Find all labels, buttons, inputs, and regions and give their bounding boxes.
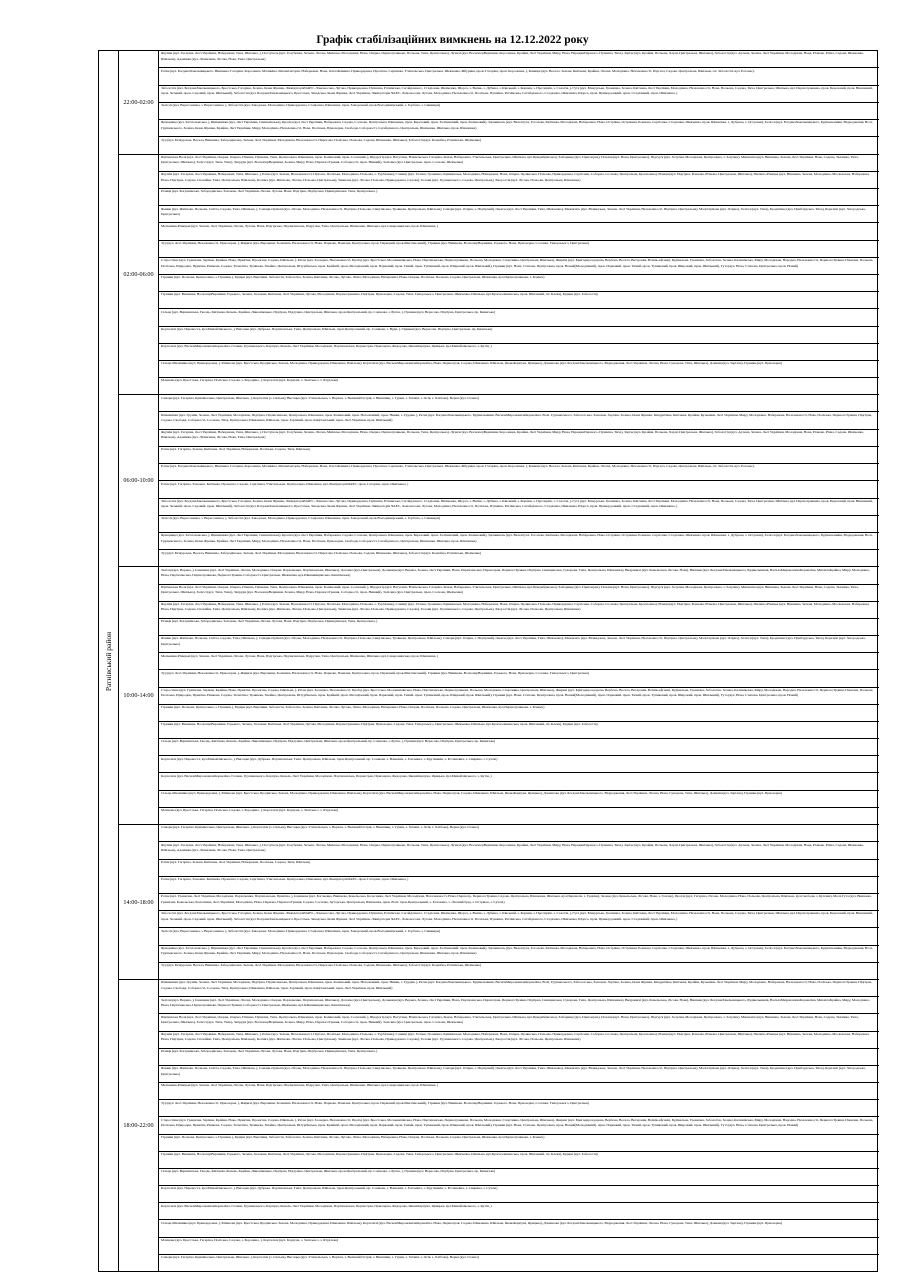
table-row: Старостине (вул. Гранична, Зарівна, Крайня, Нова, Приятна, Проектна, Садова, Шкільна, ), Ратне (вул. Заозерна, Незалежності, Проїзд (вул. Брестська, Молоквичівська, Нова, Партизанська, Першотравнева, Польова, Молодіжна, Спортивна, Центральна, Шкільна), Жиричі (вул. Бригадирсадорова, Вербова, Весела, Ветеранів, Воїнів-афганці, Будівельна, Гранична, Заболотна, Зелена, Калинівська, Миру, Молодіжна, Народна, Незалежності, ПершогоТравня, Панечна, Польова, Поліська, Природна, Приятна, Ринкова, Садова, Телегліна, Травнева, Хвойна, Центральна, Штурбівська, пров. Крайній, пров. Молодіжний, пров. Парковий, пров. Тихий, пров. Тупиковий, пров. Широкий, пров. Шкільний), Гірники (вул. Нова, Степова, Центральна, пров. Новий(Молодіжний), пров. Парковий, пров. Тихий, пров. Тупиковий, пров. Широкий, пров. Шкільний), Гута (вул. Нова, Степова, Центральна, пров. Новий): [159, 258, 879, 275]
table-row: Залісся (вул. Вересоненка, з. Вересоненка, ), Заболоття (вул. Заводська, Молодіжна, Прикордонна, Стадіонна, Шевченка, пров. Заводський, пров.Володимирський, з. Горбаха, з. Синявари): [159, 928, 879, 945]
time-column: [119, 51, 159, 1271]
table-row: Тур (вул. Лесі Українки, Незалежності, Приозерна, ), Жиричі (вул. Верченки, Зеленинa, Незалежності, Нова, Паркова, Панечна, Центральна, пров. Парковий, пров.Мистинський), Гірники (вул. Вишнева, ВоскоперВершини, Горького, Нова, Приозерна, Сосенка, Тихорського, Центральна): [159, 1100, 879, 1117]
table-row: Залісся (вул. Вересоненка, з. Вересоненка, ), Заболоття (вул. Заводська, Молодіжна, Прикордонна, Стадіонна, Шевченка, пров. Заводський, пров.Володимирський, з. Горбаха, з. Синявари): [159, 516, 879, 533]
table-row: Самари (вул. Гагаріна, Кримінальна, Центральна, Шкільна, ), Кортеліси (з. Сильна), Висоцьк (вул. Учительська, з. Верхна, з. Великий Острів, з. Вишнівщ, з. Гурин, з. Затиші, з. Осія, з. Хлібова), Верна (вул. Галана): [159, 395, 879, 412]
table-row: Якушів (вул. Гагаріна, Лесі Українки, Набережна, Тиха, Шкільна, ), Ратне (вул. Зелена, Незалежності, Підгала, Поліська, Молодіжна, Польова, з. Турбісник), Сошиці (вул. Галана, Гранична, Крінцівська, Молодіжна, Набережна, Нова, Озірна, Орлянська, Польова, Прикордонна, Сергієнка, Соборна, Соснова, Центральна, Красножна), Річиця (вул. Підгірна, Ровнова, Річкова, Центральна, Шкільна), Пилипо-Річицьк (вул. Вишнева, Зелена, Молодіжна, Московська, Набережна, Нова, Підгірна, Садова, Спокійна, Тиха, Центральна, Шкільна), Коснич (вул. Житнова, Лісова, Польова, Центральна), Замшане (вул. Лісова, Польова, Прикордонна, Садова), Голови (вул. Грушевського, Садова, Центральна), Хворостів (вул. Лісова, Польова, Центральна, Шевченка): [159, 1032, 879, 1049]
table-row: Якушів (вул. Гагаріна, Лесі Українки, Набережна, Тиха, Шкільна, ), Поступель (вул. Голубенка, Зелена, Лісова, Миінськ, Молодіжна, Нова, Озерна, Першотравнева, Польова, Тиха, Центральна), Лучичі (вул. ВоскоперВершини, Короленка, Крайня, Лесі Українки, Миру, Нова, НарединПершого, Пушкіна, Тиха), Заріче (вул. Крайня, Польова, Харці, Центральна, Шкільна), Заболоття (вул. Артема, Зелена, Лесі Українки, Молодіжна, Нова, Річкова, Річна, Садова, Шевченка, Шкільна), Адамівка (вул. Лісничина, Лісова, Нова, Тиха, Центральна): [159, 842, 879, 859]
time-slot-block: [159, 825, 879, 980]
table-row: Річиця (вул. Богданівська, Заборадівська, Заложна, Лесі Українки, Лісова, Лугова, Нова, Підгірна, Підгірська, Привідзівська, Тиха, Центральна, ): [159, 1049, 879, 1066]
region-label: Ратнівський район: [104, 631, 113, 691]
table-row: Мельники-Річицькі (вул. Зелена, Лесі Українки, Лісова, Лугова, Нова, Підгірська, Підлисинська, Підручна, Тиха, Центральна, Шевченка, Шкільна, вул.Северовинська, пров. Шевченка, ): [159, 223, 879, 240]
table-row: Заболоття (вул. БогданаХмельницького, Брестська, Гагаріна, Зелена, Івана Франка, ЛіквідаторівЧАЕС, Ломоносова, Луговa, Прикордонна, Пушкіна, Ратнівська, Сагайдачного, Стадіонна, Шевченка, Щорса, з. Велик, з. Дубина, з. Ківський, з. Корвин, з. Протирхів, з. Салогія, ), Гута (вул. Бічкурська, Гранична, Зелена, Квітнева, Лесі Українки, Молодіжна, Незалежності, Нова, Польова, Садова, Тиха, Центральна, Шкільна, вул.Першотравнева, пров. Березовий, пров. Вишневий, пров. Зелений, пров. Садовий, пров. Шкільний), Заболоття (вул. БогданаХмельницького, Брестська, Заводська, Івана Франка, Лесі Українки, Ліквідаторів ЧАЕС, Ломоносова, Лугова, Молодіжна, Незалежності, Поліська, Пушкіна, Ратнівська, Сагайдачного, Стадіонна, Шевченка, Щорса, пров. Прикордонний, пров. Стадіонний, пров. Шевченка, ): [159, 86, 879, 103]
table-row: Якушів (вул. Гагаріна, Лесі Українки, Набережна, Тиха, Шкільна, ), Ратне (вул. Зелена, Незалежності, Підгала, Поліська, Молодіжна, Польова, з. Турбісник), Сошиці (вул. Галана, Гранична, Крінцівська, Молодіжна, Набережна, Нова, Озірна, Орлянська, Польова, Прикордонна, Сергієнка, Соборна, Соснова, Центральна, Красножна), Річиця (вул. Підгірна, Ровнова, Річкова, Центральна, Шкільна), Пилипо-Річицьк (вул. Вишнева, Зелена, Молодіжна, Московська, Набережна, Нова, Підгірна, Садова, Спокійна, Тиха, Центральна, Шкільна), Коснич (вул. Житнова, Лісова, Польова, Центральна), Замшане (вул. Лісова, Польова, Прикордонна, Садова), Голови (вул. Грушевського, Садова, Центральна), Хворостів (вул. Лісова, Польова, Центральна, Шевченка): [159, 602, 879, 619]
table-row: Сільце-Мизинівка (вул. Прикордонна, ), Млинове (вул. Брестська, Бродівська, Зелена, Молодіжна, Прикордоння, Шевченка, Шкільна), Кортеліси (вул. ВасилаМироновичаКорнеліна, Нова, Першотрав, Садова, Шевченка, Шкільна, ЯковаКарпука, Ярицька), Домашове (вул. БогданаХмельницького, Відродження, Лесі Українки, Лісова, Нова, Суворова, Тиха, Шкільна), Довжин (вул. Зарічна), Гірники (вул. Приозерна): [159, 361, 879, 378]
table-row: Шиманівка (вул. Грушів, Зелена, Лесі Українки, Молодіжна, Підгірна, Підлисинська, Центральна, Шевченка, пров. Калиновий, пров. Незалежний, пров. Нивки, з. Грудин, ), Ратне (вул. БогданаХмельницького, Будівельників, ВасилаМироновичаКорнеліна, Волі, Грушевського, Заболотська, Заложна, Зарічна, Зелена, Івана Франка, Кіндратівка, Квітнева, Крайня, Кузьмина, Лесі Українки, Миру, Молодіжна, Набережна, Незалежності, Нова, Поліська, ПершогоТравня, Підгірна, Садова, Свободи, Соборності, Соснова, Тиха, Центральна, Шевченка, Шкільна, пров. Зарічний, пров. Кицітанський, пров. Лесі Українки, пров. Шкільний): [159, 980, 879, 997]
table-row: Ямник (вул. Житнова, Польова, Світла, Садова, Тиха, Шкільна, ), Самари-Оріхові (вул. Лісова, Молодіжна, Незалежності, Підгірна, Польова, Свидзівська, Травнева, Центральна, Шкільна), Самари (вул. Озірна, з. Підгірний), Оконче (вул. Лесі Українки, Тиха, Шевченка), Межисить (вул. Вілкидзька, Зелена, Лесі Українки, Незалежності, Підгірна, Центральна), МалоОріхове (вул. Озірна), Залісся (вул. Тиха), Бродятине (вул. Приблудська, Тиха), Березичі (вул. Загородська, Центральна): [159, 636, 879, 653]
table-row: Ратне (вул. Гагаріна, Зелена, Квітнева, Лесі Українки, Набережна, Поліська, Садова, Тиха, Шкільна): [159, 447, 879, 464]
time-slot-block: [159, 980, 879, 1271]
table-row: Млинове (вул. Брестська, Гагаріна, Поліська, Садова, з. Бородино, ), Кортеліси (вул. Кархуна, з. Заліська з. з. Ятудлева): [161, 808, 339, 813]
table-row: Сільце-Мизинівка (вул. Прикордонна, ), Млинове (вул. Брестська, Бродівська, Зелена, Молодіжна, Прикордоння, Шевченка, Шкільна), Кортеліси (вул. ВасилаМироновичаКорнеліна, Нова, Першотрав, Садова, Шевченка, Шкільна, ЯковаКарпука, Ярицька), Домашове (вул. БогданаХмельницького, Відродження, Лесі Українки, Лісова, Нова, Суворова, Тиха, Шкільна), Довжин (вул. Зарічна), Гірники (вул. Приозерна): [159, 791, 879, 808]
table-row: Кортеліси (вул. ВасилаМироновичаКорнеліна, Галинa, Грушевського, Карпука, Коваль, Лесі Українки, Молодіжна, Партизанська, Першотрав, Приозерна, Федорова, ЯковаКарпука, Ярицька, вул.Михайлівського, з. Кутін, ): [159, 1203, 879, 1220]
table-row: Кортеліси (вул. ВасилаМироновичаКорнеліна, Галинa, Грушевського, Карпука, Коваль, Лесі Українки, Молодіжна, Партизанська, Першотрав, Приозерна, Федорова, ЯковаКарпука, Ярицька, вул.Михайлівського, з. Кутін, ): [159, 344, 879, 361]
table-row: Ярмарище (вул. Загатоновська, ), Щиманівка (вул. Лесі Українки, Свиналівська), Красна (вул. Лесі Українки, Набережна, Садова, Соснова, Центральна, Шевченка, пров. Березовий, пров. Залізничний, пров. Калиновий), Здомишель (вул. Валентуха, Гоголева, Квітнева, Молодіжна, Набережна, Нова, Острівна, Остріваня, Ровнова, Сергієнка, Стадіонна, Шевченка, пров. Шевченка, з. Дуброва, з. Островні), Залісся (вул. БогданаХмельницького, Будівельників, Відродження, Волі, Грушевського, Зелена, Івана Франка, Крайня, Лесі Українки, Миру, Молодіжна, Незалежності, Нова, Поліська, Приозерна, Свободи, Соборності, Сагайдачного, Центральна, Шевченка, Шкільна, пров. Шевченка): [159, 533, 879, 550]
table-row: Сільце-Мизинівка (вул. Прикордонна, ), Млинове (вул. Брестська, Бродівська, Зелена, Молодіжна, Прикордоння, Шевченка, Шкільна), Кортеліси (вул. ВасилаМироновичаКорнеліна, Нова, Першотрав, Садова, Шевченка, Шкільна, ЯковаКарпука, Ярицька), Домашове (вул. БогданаХмельницького, Відродження, Лесі Українки, Лісова, Нова, Суворова, Тиха, Шкільна), Довжин (вул. Зарічна), Гірники (вул. Приозерна): [159, 1220, 879, 1237]
table-row: Ратне (вул. БогданаХмельницького, Вишнева, Гагаріна, Короленка, Малиніна, Механізаторів, Набережна, Нова, ОлегаКашина, Прикордонна, Пролісна, Серпнева, Учительська, Центральна, Шевченка, Жбурина, пров. Гагаріна, пров. Короленка, ), Конище (вул. Весела, Зелена, Квітнева, Крайня, Лісова, Молодіжна, Незалежності, Підгала, Садова, Центральна, Шкільна, пл. Заболоття, вул. Ротоває).: [159, 68, 879, 85]
table-row: Заболоття (вул. БогданаХмельницького, Брестська, Гагаріна, Зелена, Івана Франка, ЛіквідаторівЧАЕС, Ломоносова, Луговa, Прикордонна, Пушкіна, Ратнівська, Сагайдачного, Стадіонна, Шевченка, Щорса, з. Велик, з. Дубина, з. Ківський, з. Корвин, з. Протирхів, з. Салогія, ), Гута (вул. Бічкурська, Гранична, Зелена, Квітнева, Лесі Українки, Молодіжна, Незалежності, Нова, Польова, Садова, Тиха, Центральна, Шкільна, вул.Першотравнева, пров. Березовий, пров. Вишневий, пров. Зелений, пров. Садовий, пров. Шкільний), Заболоття (вул. БогданаХмельницького, Брестська, Заводська, Івана Франка, Лесі Українки, Ліквідаторів ЧАЕС, Ломоносова, Лугова, Молодіжна, Незалежності, Поліська, Пушкіна, Ратнівська, Сагайдачного, Стадіонна, Шевченка, Щорса, пров. Прикордонний, пров. Стадіонний, пров. Шевченка, ): [159, 499, 879, 516]
table-row: Кортеліси (вул. Перевоста, вул.Михайлівського, ), Висоцьк (вул. Дубрька, Партизанська, Тиха, Центральна, Шкільна, пров.Центральний, пр. Сошкова, з. Вуди, ), Гірники (вул. Вересова, Підгірна, Центральна, пр. Киянська): [159, 327, 879, 344]
table-row: Щитинська Воля (вул. Лесі Українки, Озерна, Озерна, Пішана, Пушкіна, Тиха, Центральна, Шевченка, пров. Калиновий, пров. Сосновий, ), Щедрогір (вул. Вагутина, Вчительська, Гагаріна, Ковча, Набережна, Учительська, Центральна, Шкільна, вул.Придибрівська), Хабарище (вул. Приозерна), Почапи (вул. Нова, Центральна), Підгур'я (вул. Зозулин, Молодіжна, Центральна, з. Зозулин), Мишеліна (вул. Вишнева, Зелена, Лесі Українки, Нова, Садова, Ткачівка, Тиха, Центральна, Шкільна), Заліссі (вул. Тиха, Тиха), Запруди (вул. ВоскоперВершини, Зелена, Миру, Нова, ПершогоТравня, Соборності, пров. Нивний), Залісяна (вул. Центральна, пров. Соснова, Шевченка): [159, 1014, 879, 1031]
table-row: Млинове (вул. Брестська, Гагаріна, Поліська, Садова, з. Бородино, ), Кортеліси (вул. Кархуна, з. Заліська з. з. Ятудлева): [159, 1238, 879, 1255]
table-row: Заболоття (вул. БогданаХмельницького, Брестська, Гагаріна, Зелена, Івана Франка, ЛіквідаторівЧАЕС, Ломоносова, Луговa, Прикордонна, Пушкіна, Ратнівська, Сагайдачного, Стадіонна, Шевченка, Щорса, з. Велик, з. Дубина, з. Ківський, з. Корвин, з. Протирхів, з. Салогія, ), Гута (вул. Бічкурська, Гранична, Зелена, Квітнева, Лесі Українки, Молодіжна, Незалежності, Нова, Польова, Садова, Тиха, Центральна, Шкільна, вул.Першотравнева, пров. Березовий, пров. Вишневий, пров. Зелений, пров. Садовий, пров. Шкільний), Заболоття (вул. БогданаХмельницького, Брестська, Заводська, Івана Франка, Лесі Українки, Ліквідаторів ЧАЕС, Ломоносова, Лугова, Молодіжна, Незалежності, Поліська, Пушкіна, Ратнівська, Сагайдачного, Стадіонна, Шевченка, Щорса, пров. Прикордонний, пров. Стадіонний, пров. Шевченка, ): [159, 911, 879, 928]
table-row: Тур (вул. Лесі Українки, Незалежності, Приозерна, ), Жиричі (вул. Верченки, Зеленинa, Незалежності, Нова, Паркова, Панечна, Центральна, пров. Парковий, пров.Мистинський), Гірники (вул. Вишнева, ВоскоперВершини, Горького, Нова, Приозерна, Сосенка, Тихорського, Центральна): [159, 241, 879, 258]
table-row: Тур (вул. Лесі Українки, Незалежності, Приозерна, ), Жиричі (вул. Верченки, Зеленинa, Незалежності, Нова, Паркова, Панечна, Центральна, пров. Парковий, пров.Мистинський), Гірники (вул. Вишнева, ВоскоперВершини, Горького, Нова, Приозерна, Сосенка, Тихорського, Центральна): [159, 670, 879, 687]
table-row: Річиця (вул. Богданівська, Заборадівська, Заложна, Лесі Українки, Лісова, Лугова, Нова, Підгірна, Підгірська, Привідзівська, Тиха, Центральна, ): [159, 189, 879, 206]
table-row: Ямник (вул. Житнова, Польова, Світла, Садова, Тиха, Шкільна, ), Самари-Оріхові (вул. Лісова, Молодіжна, Незалежності, Підгірна, Польова, Свидзівська, Травнева, Центральна, Шкільна), Самари (вул. Озірна, з. Підгірний), Оконче (вул. Лесі Українки, Тиха, Шевченка), Межисить (вул. Вілкидзька, Зелена, Лесі Українки, Незалежності, Підгірна, Центральна), МалоОріхове (вул. Озірна), Залісся (вул. Тиха), Бродятине (вул. Приблудська, Тиха), Березичі (вул. Загородська, Центральна): [159, 1066, 879, 1083]
table-row: Річиця (вул. Богданівська, Заборадівська, Заложна, Лесі Українки, Лісова, Лугова, Нова, Підгірна, Підгірська, Привідзівська, Тиха, Центральна, ): [159, 619, 879, 636]
table-row: Якушів (вул. Гагаріна, Лесі Українки, Набережна, Тиха, Шкільна, ), Поступель (вул. Голубенка, Зелена, Лісова, Миінськ, Молодіжна, Нова, Озерна, Першотравнева, Польова, Тиха, Центральна), Лучичі (вул. ВоскоперВершини, Короленка, Крайня, Лесі Українки, Миру, Нова, НарединПершого, Пушкіна, Тиха), Заріче (вул. Крайня, Польова, Харці, Центральна, Шкільна), Заболоття (вул. Артема, Зелена, Лесі Українки, Молодіжна, Нова, Річкова, Річна, Садова, Шевченка, Шкільна), Адамівка (вул. Лісничина, Лісова, Нова, Тиха, Центральна): [159, 430, 879, 447]
time-slot-block: [159, 51, 879, 155]
table-row: Щитинська Воля (вул. Лесі Українки, Озерна, Озерна, Пішана, Пушкіна, Тиха, Центральна, Шевченка, пров. Калиновий, пров. Сосновий, ), Щедрогір (вул. Вагутина, Вчительська, Гагаріна, Ковча, Набережна, Учительська, Центральна, Шкільна, вул.Придибрівська), Хабарище (вул. Приозерна), Почапи (вул. Нова, Центральна), Підгур'я (вул. Зозулин, Молодіжна, Центральна, з. Зозулин), Мишеліна (вул. Вишнева, Зелена, Лесі Українки, Нова, Садова, Ткачівка, Тиха, Центральна, Шкільна), Заліссі (вул. Тиха, Тиха), Запруди (вул. ВоскоперВершини, Зелена, Миру, Нова, ПершогоТравня, Соборності, пров. Нивний), Залісяна (вул. Центральна, пров. Соснова, Шевченка): [159, 585, 879, 602]
page-title: Графік стабілізаційних вимкнень на 12.12.2022 року: [316, 34, 589, 46]
table-row: Якушів (вул. Гагаріна, Лесі Українки, Набережна, Тиха, Шкільна, ), Поступель (вул. Голубенка, Зелена, Лісова, Миінськ, Молодіжна, Нова, Озерна, Першотравнева, Польова, Тиха, Центральна), Лучичі (вул. ВоскоперВершини, Короленка, Крайня, Лесі Українки, Миру, Нова, НарединПершого, Пушкіна, Тиха), Заріче (вул. Крайня, Польова, Харці, Центральна, Шкільна), Заболоття (вул. Артема, Зелена, Лесі Українки, Молодіжна, Нова, Річкова, Річна, Садова, Шевченка, Шкільна), Адамівка (вул. Лісничина, Лісова, Нова, Тиха, Центральна): [159, 51, 879, 68]
table-row: Щитинська Воля (вул. Лесі Українки, Озерна, Озерна, Пішана, Пушкіна, Тиха, Центральна, Шевченка, пров. Калиновий, пров. Сосновий, ), Щедрогір (вул. Вагутина, Вчительська, Гагаріна, Ковча, Набережна, Учительська, Центральна, Шкільна, вул.Придибрівська), Хабарище (вул. Приозерна), Почапи (вул. Нова, Центральна), Підгур'я (вул. Зозулин, Молодіжна, Центральна, з. Зозулин), Мишеліна (вул. Вишнева, Зелена, Лесі Українки, Нова, Садова, Ткачівка, Тиха, Центральна, Шкільна), Заліссі (вул. Тиха, Тиха), Запруди (вул. ВоскоперВершини, Зелена, Миру, Нова, ПершогоТравня, Соборності, пров. Нивний), Залісяна (вул. Центральна, пров. Соснова, Шевченка): [159, 155, 879, 172]
schedule-table: [98, 50, 878, 1272]
table-row: Гірники (вул. Польова, Центральна, з. Гірники, ), Брідки (вул. Верхівки, Заболоття, Заболотна, Зелена, Квітнева, Лісова, Лугова, Лісна, Молодіжна, Набережна, Нова, Озерна, Поліська, Польова, Садова, Центральна, Шевченка, вул.Першотравнева, з. Клевеч): [159, 1135, 879, 1152]
time-slot-label: 18:00-22:00: [123, 1122, 154, 1130]
table-row: Тур (вул. Бічкурська, Весела, Вишнева, Заборадівська, Зелена, Лесі Українки, Молодіжна, Незалежності, Пирогова, Поліська, Польова, Садова, Шевченка, Шкільна), Заболоття (вул. Коцюбка, Ратнівська, Шевченка): [161, 550, 482, 555]
table-row: Заліззя (вул. Верена, ), Іонишеве (вул. Лесі Українки, Лісова, Молодіжна, Озерна, Пархоменка, Партизанська, Шкільна), Договче (вул. Центральна), Дольниця (вул. Верена, Зелена, Лесі Українки, Нова, Партизанська, Першотрав, ПершогоТравня, Підгірна, Свинцевська, Суворова, Тиха, Центральна, Шевченка), Видраничі (вул. Ковельська, Лісова, Нова), Вишнев (вул. БогданаХмельницького, Будівельників, ВасилаМироновичаКорнеліна, МихаїлаКрайка, Миру, Молодіжна, Нова, Партизанська, Першотравнева, ПершогоТравня, Соборності, Центральна, Шевченка, вул.Ківшевищанська, Кашпінська): [159, 997, 879, 1014]
table-row: Мельники-Річицькі (вул. Зелена, Лесі Українки, Лісова, Лугова, Нова, Підгірська, Підлисинська, Підручна, Тиха, Центральна, Шевченка, Шкільна, вул.Северовинська, пров. Шевченка, ): [159, 1083, 879, 1100]
time-slot-label: 06:00-10:00: [119, 395, 158, 567]
time-slot-label: 14:00-18:00: [119, 825, 158, 980]
table-row: Гірники (вул. Вишнева, ВоскоперВершини, Горького, Зелена, Заложна, Квітнева, Лесі Українки, Лугова, Молодіжна, Першотравнева, Підгірна, Приозерна, Садова, Тиха, Тихорського, Центральна, Шевченка, Шкільна, вул.Краснолиманська, пров. Шкільний, пл. Клевч), Брідки (вул. Заболоття): [159, 722, 879, 739]
table-row: Гірники (вул. Вишнева, ВоскоперВершини, Горького, Зелена, Заложна, Квітнева, Лесі Українки, Лугова, Молодіжна, Першотравнева, Підгірна, Приозерна, Садова, Тиха, Тихорського, Центральна, Шевченка, Шкільна, вул.Краснолиманська, пров. Шкільний, пл. Клевч), Брідки (вул. Заболоття): [159, 1152, 879, 1169]
table-row: Гірники (вул. Польова, Центральна, з. Гірники, ), Брідки (вул. Верхівки, Заболоття, Заболотна, Зелена, Квітнева, Лісова, Лугова, Лісна, Молодіжна, Набережна, Нова, Озерна, Поліська, Польова, Садова, Центральна, Шевченка, вул.Першотравнева, з. Клевеч): [159, 275, 879, 292]
table-row: Гірники (вул. Вишнева, ВоскоперВершини, Горького, Зелена, Заложна, Квітнева, Лесі Українки, Лугова, Молодіжна, Першотравнева, Підгірна, Приозерна, Садова, Тиха, Тихорського, Центральна, Шевченка, Шкільна, вул.Краснолиманська, пров. Шкільний, пл. Клевч), Брідки (вул. Заболоття): [159, 292, 879, 309]
table-row: Старостине (вул. Гранична, Зарівна, Крайня, Нова, Приятна, Проектна, Садова, Шкільна, ), Ратне (вул. Заозерна, Незалежності, Проїзд (вул. Брестська, Молоквичівська, Нова, Партизанська, Першотравнева, Польова, Молодіжна, Спортивна, Центральна, Шкільна), Жиричі (вул. Бригадирсадорова, Вербова, Весела, Ветеранів, Воїнів-афганці, Будівельна, Гранична, Заболотна, Зелена, Калинівська, Миру, Молодіжна, Народна, Незалежності, ПершогоТравня, Панечна, Польова, Поліська, Природна, Приятна, Ринкова, Садова, Телегліна, Травнева, Хвойна, Центральна, Штурбівська, пров. Крайній, пров. Молодіжний, пров. Парковий, пров. Тихий, пров. Тупиковий, пров. Широкий, пров. Шкільний), Гірники (вул. Нова, Степова, Центральна, пров. Новий(Молодіжний), пров. Парковий, пров. Тихий, пров. Тупиковий, пров. Широкий, пров. Шкільний), Гута (вул. Нова, Степова, Центральна, пров. Новий): [159, 1117, 879, 1134]
table-row: Ярмарище (вул. Загатоновська, ), Щиманівка (вул. Лесі Українки, Свиналівська), Красна (вул. Лесі Українки, Набережна, Садова, Соснова, Центральна, Шевченка, пров. Березовий, пров. Залізничний, пров. Калиновий), Здомишель (вул. Валентуха, Гоголева, Квітнева, Молодіжна, Набережна, Нова, Острівна, Остріваня, Ровнова, Сергієнка, Стадіонна, Шевченка, пров. Шевченка, з. Дуброва, з. Островні), Залісся (вул. БогданаХмельницького, Будівельників, Відродження, Волі, Грушевського, Зелена, Івана Франка, Крайня, Лесі Українки, Миру, Молодіжна, Незалежності, Нова, Поліська, Приозерна, Свободи, Соборності, Сагайдачного, Центральна, Шевченка, Шкільна, пров. Шевченка): [159, 946, 879, 963]
table-row: Кортеліси (вул. ВасилаМироновичаКорнеліна, Галинa, Грушевського, Карпука, Коваль, Лесі Українки, Молодіжна, Партизанська, Першотрав, Приозерна, Федорова, ЯковаКарпука, Ярицька, вул.Михайлівського, з. Кутін, ): [159, 773, 879, 790]
table-row: Самари (вул. Гагаріна, Кримінальна, Центральна, Шкільна, ), Кортеліси (з. Сильна), Висоцьк (вул. Учительська, з. Верхна, з. Великий Острів, з. Вишнівщ, з. Гурин, з. Затиші, з. Осія, з. Хлібова), Верна (вул. Галана): [159, 825, 879, 842]
table-row: Ратне (вул. Гагаріна, Зелена, Квітнева, Лесі Українки, Набережна, Поліська, Садова, Тиха, Шкільна): [159, 860, 879, 877]
table-row: Самари (вул. Гагаріна, Кримінальна, Центральна, Шкільна, ), Кортеліси (з. Сильна), Висоцьк (вул. Учительська, з. Верхна, з. Великий Острів, з. Вишнівщ, з. Гурин, з. Затиші, з. Осія, з. Хлібова), Верна (вул. Галана): [161, 1255, 479, 1260]
time-slot-block: [159, 395, 879, 567]
table-row: Мельники-Річицькі (вул. Зелена, Лесі Українки, Лісова, Лугова, Нова, Підгірська, Підлисинська, Підручна, Тиха, Центральна, Шевченка, Шкільна, вул.Северовинська, пров. Шевченка, ): [159, 653, 879, 670]
table-row: Ратне (вул. Гагаріна, Заложна, Квітнева, Проектна, Садова, Сергієнка, Учительська, Центральна, Шевченка, вул.ЛіквідаторівЧАЕС, пров. Гагаріна, пров. Шевченка, ): [159, 877, 879, 894]
table-row: Ратне (вул. Гранична, Лесі Українки, Молодіжна, Пархоменка, Партизанська, Приятна, ), Іонишеве (вул. Богачевка, Вишнева, Ковельська, Колесника, Лесі Українки, Молодіжна, Незалежності, Нова, Першотр, ПершогоТравня, Садова, Центральна, Шевченка, Шкільна, вул.Перемоги, з. Гравіна), Зелене (вул. Ковельська, Лісова, Нова, з. Гончар), Прохід (вул. Гагаріна, Лісова, Молодіжна, Нова, Польова, Центральна, Шкільна, вул.Свободи, з. Купчин), Мала Гута (вул. Вишнева, Гранична, Ковельська, Колесника, Лесі Українки, Молодіжна, Нова, Паркова, ПершогоТравня, Садова, Соснова, Хуторська, Центральна, Шевченка, пров. Волі, пров.Центральний, з. Заложана, з. Лісовий брід, з. Острівок, з. Сухачі): [159, 894, 879, 911]
table-row: Кортеліси (вул. Перевоста, вул.Михайлівського, ), Висоцьк (вул. Дубрька, Партизанська, Тиха, Центральна, Шкільна, пров.Центральний, пр. Сошкова, з. Вашевич, з. Гончевич, з. Крутиншів, з. Роташевич, з. Свирина, з. Сухачі): [159, 756, 879, 773]
table-row: Кортеліси (вул. Перевоста, вул.Михайлівського, ), Висоцьк (вул. Дубрька, Партизанська, Тиха, Центральна, Шкільна, пров.Центральний, пр. Сошкова, з. Вашевич, з. Гончевич, з. Крутиншів, з. Роташевич, з. Свирина, з. Сухачі): [159, 1186, 879, 1203]
table-row: Сільце (вул. Вершинська, Гвоздь, Квітнева, Ковель, Крайня, Ливонівецька, Підгірна, Підлужна, Центральна, Шкільна, пров.Центральний, пр. Сошкова, з. Бугна, ), Гірники (вул. Вересова, Підгірна, Центральна, пр. Киянська): [159, 739, 879, 756]
table-row: Сільце (вул. Вершинська, Гвоздь, Квітнева, Ковель, Крайня, Ливонівецька, Підгірна, Підлужна, Центральна, Шкільна, пров.Центральний, пр. Сошкова, з. Бугна, ), Гірники (вул. Вересова, Підгірна, Центральна, пр. Киянська): [159, 309, 879, 326]
table-row: Заліззя (вул. Верена, ), Іонишеве (вул. Лесі Українки, Лісова, Молодіжна, Озерна, Пархоменка, Партизанська, Шкільна), Договче (вул. Центральна), Дольниця (вул. Верена, Зелена, Лесі Українки, Нова, Партизанська, Першотрав, ПершогоТравня, Підгірна, Свинцевська, Суворова, Тиха, Центральна, Шевченка), Видраничі (вул. Ковельська, Лісова, Нова), Вишнев (вул. БогданаХмельницького, Будівельників, ВасилаМироновичаКорнеліна, МихаїлаКрайка, Миру, Молодіжна, Нова, Партизанська, Першотравнева, ПершогоТравня, Соборності, Центральна, Шевченка, вул.Ківшевищанська, Кашпінська): [159, 567, 879, 584]
time-slot-block: [159, 155, 879, 396]
time-slot-block: [159, 567, 879, 825]
table-row: Тур (вул. Бічкурська, Весела, Вишнева, Заборадівська, Зелена, Лесі Українки, Молодіжна, Незалежності, Пирогова, Поліська, Польова, Садова, Шевченка, Шкільна), Заболоття (вул. Коцюбка, Ратнівська, Шевченка): [161, 963, 482, 968]
table-row: Млинове (вул. Брестська, Гагаріна, Поліська, Садова, з. Бородино, ), Кортеліси (вул. Кархуна, з. Заліська з. з. Ятудлева): [161, 378, 339, 383]
table-row: Ратне (вул. БогданаХмельницького, Вишнева, Гагаріна, Короленка, Малиніна, Механізаторів, Набережна, Нова, ОлегаКашина, Прикордонна, Пролісна, Серпнева, Учительська, Центральна, Шевченка, Жбурина, пров. Гагаріна, пров. Короленка, ), Конище (вул. Весела, Зелена, Квітнева, Крайня, Лісова, Молодіжна, Незалежності, Підгала, Садова, Центральна, Шкільна, пл. Заболоття, вул. Ротоває).: [159, 464, 879, 481]
table-row: Старостине (вул. Гранична, Зарівна, Крайня, Нова, Приятна, Проектна, Садова, Шкільна, ), Ратне (вул. Заозерна, Незалежності, Проїзд (вул. Брестська, Молоквичівська, Нова, Партизанська, Першотравнева, Польова, Молодіжна, Спортивна, Центральна, Шкільна), Жиричі (вул. Бригадирсадорова, Вербова, Весела, Ветеранів, Воїнів-афганці, Будівельна, Гранична, Заболотна, Зелена, Калинівська, Миру, Молодіжна, Народна, Незалежності, ПершогоТравня, Панечна, Польова, Поліська, Природна, Приятна, Ринкова, Садова, Телегліна, Травнева, Хвойна, Центральна, Штурбівська, пров. Крайній, пров. Молодіжний, пров. Парковий, пров. Тихий, пров. Тупиковий, пров. Широкий, пров. Шкільний), Гірники (вул. Нова, Степова, Центральна, пров. Новий(Молодіжний), пров. Парковий, пров. Тихий, пров. Тупиковий, пров. Широкий, пров. Шкільний), Гута (вул. Нова, Степова, Центральна, пров. Новий): [159, 688, 879, 705]
table-row: Якушів (вул. Гагаріна, Лесі Українки, Набережна, Тиха, Шкільна, ), Ратне (вул. Зелена, Незалежності, Підгала, Поліська, Молодіжна, Польова, з. Турбісник), Сошиці (вул. Галана, Гранична, Крінцівська, Молодіжна, Набережна, Нова, Озірна, Орлянська, Польова, Прикордонна, Сергієнка, Соборна, Соснова, Центральна, Красножна), Річиця (вул. Підгірна, Ровнова, Річкова, Центральна, Шкільна), Пилипо-Річицьк (вул. Вишнева, Зелена, Молодіжна, Московська, Набережна, Нова, Підгірна, Садова, Спокійна, Тиха, Центральна, Шкільна), Коснич (вул. Житнова, Лісова, Польова, Центральна), Замшане (вул. Лісова, Польова, Прикордонна, Садова), Голови (вул. Грушевського, Садова, Центральна), Хворостів (вул. Лісова, Польова, Центральна, Шевченка): [159, 172, 879, 189]
time-slot-label: 02:00-06:00: [119, 155, 158, 396]
region-cell: [99, 51, 119, 1271]
table-row: Ярмарище (вул. Загатоновська, ), Щиманівка (вул. Лесі Українки, Свиналівська), Красна (вул. Лесі Українки, Набережна, Садова, Соснова, Центральна, Шевченка, пров. Березовий, пров. Залізничний, пров. Калиновий), Здомишель (вул. Валентуха, Гоголева, Квітнева, Молодіжна, Набережна, Нова, Острівна, Остріваня, Ровнова, Сергієнка, Стадіонна, Шевченка, пров. Шевченка, з. Дуброва, з. Островні), Залісся (вул. БогданаХмельницького, Будівельників, Відродження, Волі, Грушевського, Зелена, Івана Франка, Крайня, Лесі Українки, Миру, Молодіжна, Незалежності, Нова, Поліська, Приозерна, Свободи, Соборності, Сагайдачного, Центральна, Шевченка, Шкільна, пров. Шевченка): [159, 120, 879, 137]
table-row: Сільце (вул. Вершинська, Гвоздь, Квітнева, Ковель, Крайня, Ливонівецька, Підгірна, Підлужна, Центральна, Шкільна, пров.Центральний, пр. Сошкова, з. Бугна, ), Гірники (вул. Вересова, Підгірна, Центральна, пр. Киянська): [159, 1169, 879, 1186]
table-row: Ямник (вул. Житнова, Польова, Світла, Садова, Тиха, Шкільна, ), Самари-Оріхові (вул. Лісова, Молодіжна, Незалежності, Підгірна, Польова, Свидзівська, Травнева, Центральна, Шкільна), Самари (вул. Озірна, з. Підгірний), Оконче (вул. Лесі Українки, Тиха, Шевченка), Межисить (вул. Вілкидзька, Зелена, Лесі Українки, Незалежності, Підгірна, Центральна), МалоОріхове (вул. Озірна), Залісся (вул. Тиха), Бродятине (вул. Приблудська, Тиха), Березичі (вул. Загородська, Центральна): [159, 206, 879, 223]
table-row: Шиманівка (вул. Грушів, Зелена, Лесі Українки, Молодіжна, Підгірна, Підлисинська, Центральна, Шевченка, пров. Калиновий, пров. Незалежний, пров. Нивки, з. Грудин, ), Ратне (вул. БогданаХмельницького, Будівельників, ВасилаМироновичаКорнеліна, Волі, Грушевського, Заболотська, Заложна, Зарічна, Зелена, Івана Франка, Кіндратівка, Квітнева, Крайня, Кузьмина, Лесі Українки, Миру, Молодіжна, Набережна, Незалежності, Нова, Поліська, ПершогоТравня, Підгірна, Садова, Свободи, Соборності, Соснова, Тиха, Центральна, Шевченка, Шкільна, пров. Зарічний, пров. Кицітанський, пров. Лесі Українки, пров. Шкільний): [159, 412, 879, 429]
time-slot-label: 10:00-14:00: [119, 567, 158, 825]
table-row: Залісся (вул. Вересоненка, з. Вересоненка, ), Заболоття (вул. Заводська, Молодіжна, Прикордонна, Стадіонна, Шевченка, пров. Заводський, пров.Володимирський, з. Горбаха, з. Синявари): [159, 103, 879, 120]
table-row: Тур (вул. Бічкурська, Весела, Вишнева, Заборадівська, Зелена, Лесі Українки, Молодіжна, Незалежності, Пирогова, Поліська, Польова, Садова, Шевченка, Шкільна), Заболоття (вул. Коцюбка, Ратнівська, Шевченка): [161, 137, 482, 142]
table-row: Гірники (вул. Польова, Центральна, з. Гірники, ), Брідки (вул. Верхівки, Заболоття, Заболотна, Зелена, Квітнева, Лісова, Лугова, Лісна, Молодіжна, Набережна, Нова, Озерна, Поліська, Польова, Садова, Центральна, Шевченка, вул.Першотравнева, з. Клевеч): [159, 705, 879, 722]
description-column: [159, 51, 879, 1271]
table-row: Ратне (вул. Гагаріна, Заложна, Квітнева, Проектна, Садова, Сергієнка, Учительська, Центральна, Шевченка, вул.ЛіквідаторівЧАЕС, пров. Гагаріна, пров. Шевченка, ): [159, 481, 879, 498]
time-slot-label: 22:00-02:00: [119, 51, 158, 155]
